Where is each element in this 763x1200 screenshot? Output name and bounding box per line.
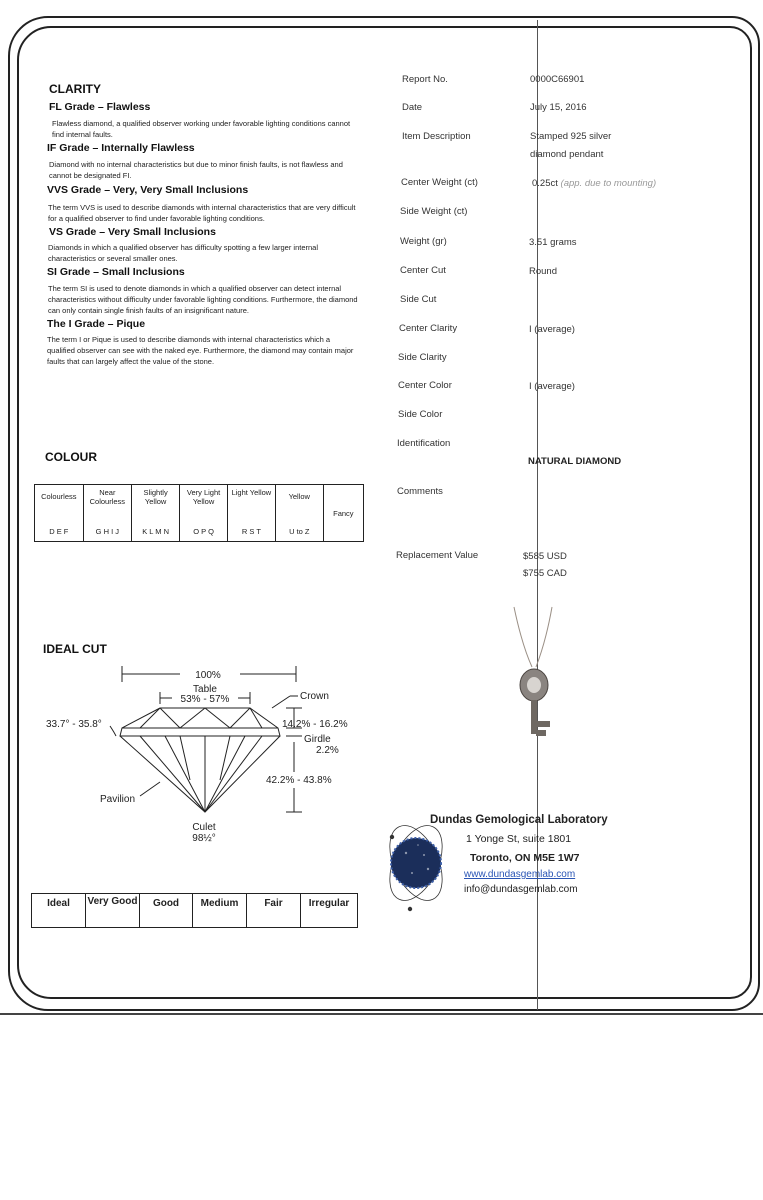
grade-text-vvs: The term VVS is used to describe diamonds with internal characteristics that are very difficult for a qualified observer to find under favorable lighting conditions. <box>48 203 356 223</box>
item-description-value: Stamped 925 silver <box>530 131 612 142</box>
center-weight-value <box>532 178 656 189</box>
lab-address-line2: Toronto, ON M5E 1W7 <box>470 852 580 864</box>
colour-cell-grades: R S T <box>241 527 261 536</box>
center-weight-note: (app. due to mounting) <box>560 178 657 189</box>
lab-address-line1: 1 Yonge St, suite 1801 <box>466 833 572 845</box>
colour-cell-label: Colourless <box>41 492 77 501</box>
colour-cell <box>275 485 323 542</box>
grade-heading-vvs: VVS Grade – Very, Very Small Inclusions <box>47 184 249 196</box>
cut-grade-cell: Very Good <box>85 893 140 928</box>
grade-text-vs: Diamonds in which a qualified observer has difficulty spotting a few larger internal characteristics or several smaller ones. <box>48 243 319 263</box>
diagram-width-pct: 100% <box>195 670 221 681</box>
colour-title: COLOUR <box>45 450 97 464</box>
cut-grade-cell: Good <box>139 893 193 928</box>
replacement-value-usd: $585 USD <box>523 551 567 562</box>
side-clarity-label: Side Clarity <box>398 352 447 363</box>
cut-grade-cell: Ideal <box>31 893 86 928</box>
lab-website-link[interactable]: www.dundasgemlab.com <box>464 869 576 880</box>
cut-grade-cell: Fair <box>246 893 301 928</box>
grade-heading-if: IF Grade – Internally Flawless <box>47 142 195 154</box>
diagram-pavilion-depth: 42.2% - 43.8% <box>266 775 332 786</box>
grade-heading-vs: VS Grade – Very Small Inclusions <box>49 226 216 238</box>
lab-seal-logo <box>376 815 456 915</box>
colour-cell <box>35 485 84 542</box>
diamond-cut-diagram <box>40 660 370 850</box>
date-label: Date <box>402 102 423 113</box>
comments-label: Comments <box>397 486 443 497</box>
colour-cell-label: Yellow <box>288 492 310 501</box>
diagram-culet-label: Culet <box>192 822 216 833</box>
item-description-label: Item Description <box>402 131 471 142</box>
colour-cell <box>132 485 180 542</box>
diagram-pavilion-label: Pavilion <box>100 794 136 805</box>
colour-cell-grades: G H I J <box>95 527 120 536</box>
colour-cell-label: Very Light Yellow <box>186 488 221 506</box>
diagram-culet-value: 98½° <box>192 833 216 844</box>
colour-cell-label: Light Yellow <box>231 488 272 497</box>
page-bottom-edge <box>0 1013 763 1015</box>
side-color-label: Side Color <box>398 409 443 420</box>
cut-grade-cell: Irregular <box>300 893 358 928</box>
colour-cell <box>227 485 275 542</box>
lab-email: info@dundasgemlab.com <box>464 884 578 895</box>
diagram-crown-label: Crown <box>300 691 329 702</box>
colour-cell <box>83 485 132 542</box>
grade-text-if: Diamond with no internal characteristics but due to minor finish faults, is not flawless and cannot be designated FI. <box>49 160 343 180</box>
diagram-girdle-value: 2.2% <box>316 745 339 756</box>
identification-label: Identification <box>397 438 451 449</box>
center-cut-value: Round <box>529 266 557 277</box>
clarity-title: CLARITY <box>49 82 101 96</box>
colour-cell-grades: U to Z <box>289 527 310 536</box>
report-no-value: 0000C66901 <box>530 74 585 85</box>
grade-text-si: The term SI is used to denote diamonds in which a qualified observer can detect internal characteristics without difficulty under favorable lighting conditions. Furthermore, the diamond can only contain single finish faults of an insignificant nature. <box>48 284 358 315</box>
center-weight-number: 0.25ct <box>532 178 558 189</box>
center-color-label: Center Color <box>398 380 452 391</box>
colour-cell <box>180 485 228 542</box>
colour-cell <box>323 485 363 542</box>
diagram-crown-angle: 33.7° - 35.8° <box>46 719 102 730</box>
diagram-table-range: 53% - 57% <box>180 694 230 705</box>
colour-scale-table <box>34 484 364 542</box>
side-weight-label: Side Weight (ct) <box>400 206 468 217</box>
grade-text-fl: Flawless diamond, a qualified observer working under favorable lighting conditions cannot find internal faults. <box>52 119 351 139</box>
item-description-value-2: diamond pendant <box>530 149 604 160</box>
colour-cell-label: Near Colourless <box>89 488 126 506</box>
grade-heading-si: SI Grade – Small Inclusions <box>47 266 185 278</box>
weight-label: Weight (gr) <box>400 236 447 247</box>
colour-cell-grades: O P Q <box>193 527 214 536</box>
grade-text-i: The term I or Pique is used to describe diamonds with internal characteristics which a qualified observer can see with the naked eye. Furthermore, the diamond may contain major faults that can largely affect the value of the stone. <box>47 335 354 366</box>
colour-cell-grades: D E F <box>49 527 69 536</box>
center-weight-label: Center Weight (ct) <box>401 177 478 188</box>
cut-grade-cell: Medium <box>192 893 247 928</box>
weight-value: 3.51 grams <box>529 237 577 248</box>
replacement-value-label: Replacement Value <box>396 550 479 561</box>
grade-heading-fl: FL Grade – Flawless <box>49 101 151 113</box>
center-clarity-value: I (average) <box>529 324 575 335</box>
identification-value: NATURAL DIAMOND <box>528 456 622 467</box>
date-value: July 15, 2016 <box>530 102 587 113</box>
diagram-crown-height: 14.2% - 16.2% <box>282 719 348 730</box>
pendant-photo <box>500 605 570 745</box>
colour-cell-label: Slightly Yellow <box>143 488 168 506</box>
colour-cell-label: Fancy <box>333 508 354 518</box>
ideal-cut-title: IDEAL CUT <box>43 642 107 656</box>
center-color-value: I (average) <box>529 381 575 392</box>
diagram-table-label: Table <box>193 684 217 695</box>
center-clarity-label: Center Clarity <box>399 323 458 334</box>
report-no-label: Report No. <box>402 74 448 85</box>
colour-cell-grades: K L M N <box>142 527 170 536</box>
diagram-girdle-label: Girdle <box>304 734 331 745</box>
center-cut-label: Center Cut <box>400 265 446 276</box>
side-cut-label: Side Cut <box>400 294 437 305</box>
grade-heading-i: The I Grade – Pique <box>47 318 146 330</box>
lab-name: Dundas Gemological Laboratory <box>430 814 608 826</box>
replacement-value-cad: $755 CAD <box>523 568 567 579</box>
